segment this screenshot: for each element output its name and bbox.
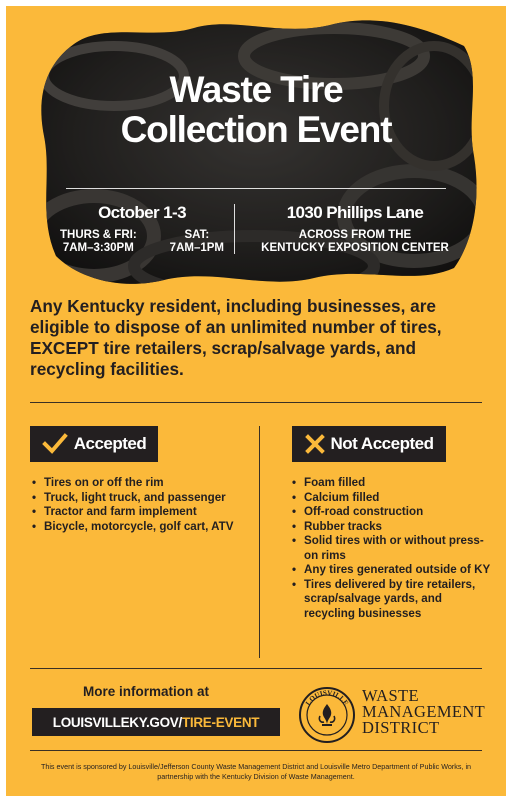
accepted-label: Accepted — [73, 434, 147, 453]
sponsor-note: This event is sponsored by Louisville/Jefferson County Waste Management District and Louisville Metro Department of Public Works, in partnership with the Kentucky Division of Waste Management. — [40, 762, 472, 781]
seal-text: LOUISVILLE — [304, 688, 350, 707]
list-item: • Tires delivered by tire retailers, scrap/salvage yards, and recycling businesses — [292, 578, 492, 622]
section-divider — [30, 750, 482, 751]
district-name-line1: WASTE — [362, 686, 419, 705]
list-item: • Off-road construction — [292, 505, 492, 520]
accepted-heading — [30, 426, 158, 462]
district-name — [362, 688, 492, 736]
hours-saturday — [170, 229, 224, 255]
event-title-line2: Collection Event — [120, 109, 392, 150]
list-item: • Rubber tracks — [292, 520, 492, 535]
x-icon — [305, 434, 325, 454]
event-hours — [58, 229, 226, 255]
district-name-line3: DISTRICT — [362, 718, 440, 737]
event-title-line1: Waste Tire — [169, 69, 343, 110]
list-item: • Solid tires with or without press-on rims — [292, 534, 492, 563]
column-divider — [259, 426, 260, 658]
section-divider — [30, 402, 482, 403]
list-item: • Tractor and farm implement — [32, 505, 242, 520]
list-item: • Tires on or off the rim — [32, 476, 242, 491]
hero-vertical-divider — [234, 204, 235, 254]
hero-divider — [66, 188, 446, 189]
more-info-label: More information at — [82, 684, 209, 699]
poster-background — [6, 6, 506, 796]
hero-banner — [34, 16, 478, 284]
hours-sat-time: 7AM–1PM — [169, 242, 224, 254]
more-info-link[interactable] — [32, 708, 280, 736]
list-item: • Calcium filled — [292, 491, 492, 506]
hours-weekday-label: THURS & FRI: — [60, 229, 137, 241]
event-location — [244, 202, 466, 255]
event-date: October 1-3 — [98, 203, 186, 222]
not-accepted-label: Not Accepted — [330, 434, 434, 453]
louisville-seal-logo — [298, 686, 356, 744]
event-title — [34, 70, 478, 150]
event-address-note — [244, 229, 466, 255]
checkmark-icon — [42, 433, 68, 455]
section-divider — [30, 668, 482, 669]
list-item: • Truck, light truck, and passenger — [32, 491, 242, 506]
accepted-list — [32, 476, 242, 534]
hours-sat-label: SAT: — [184, 229, 210, 241]
not-accepted-heading — [292, 426, 446, 462]
district-name-line2: MANAGEMENT — [362, 702, 486, 721]
eligibility-statement: Any Kentucky resident, including businesses, are eligible to dispose of an unlimited number of tires, EXCEPT tire retailers, scrap/salvage yards, and recycling facilities. — [30, 296, 442, 379]
link-path: TIRE-EVENT — [181, 714, 260, 730]
event-dates — [58, 202, 226, 255]
list-item: • Bicycle, motorcycle, golf cart, ATV — [32, 520, 242, 535]
hours-weekday — [60, 229, 137, 255]
event-address-note-line2: KENTUCKY EXPOSITION CENTER — [261, 242, 449, 254]
list-item: • Any tires generated outside of KY — [292, 563, 492, 578]
list-item: • Foam filled — [292, 476, 492, 491]
event-address: 1030 Phillips Lane — [286, 203, 424, 222]
hours-weekday-time: 7AM–3:30PM — [62, 242, 134, 254]
not-accepted-list — [292, 476, 492, 621]
link-domain: LOUISVILLEKY.GOV/ — [52, 714, 182, 730]
event-address-note-line1: ACROSS FROM THE — [298, 229, 412, 241]
